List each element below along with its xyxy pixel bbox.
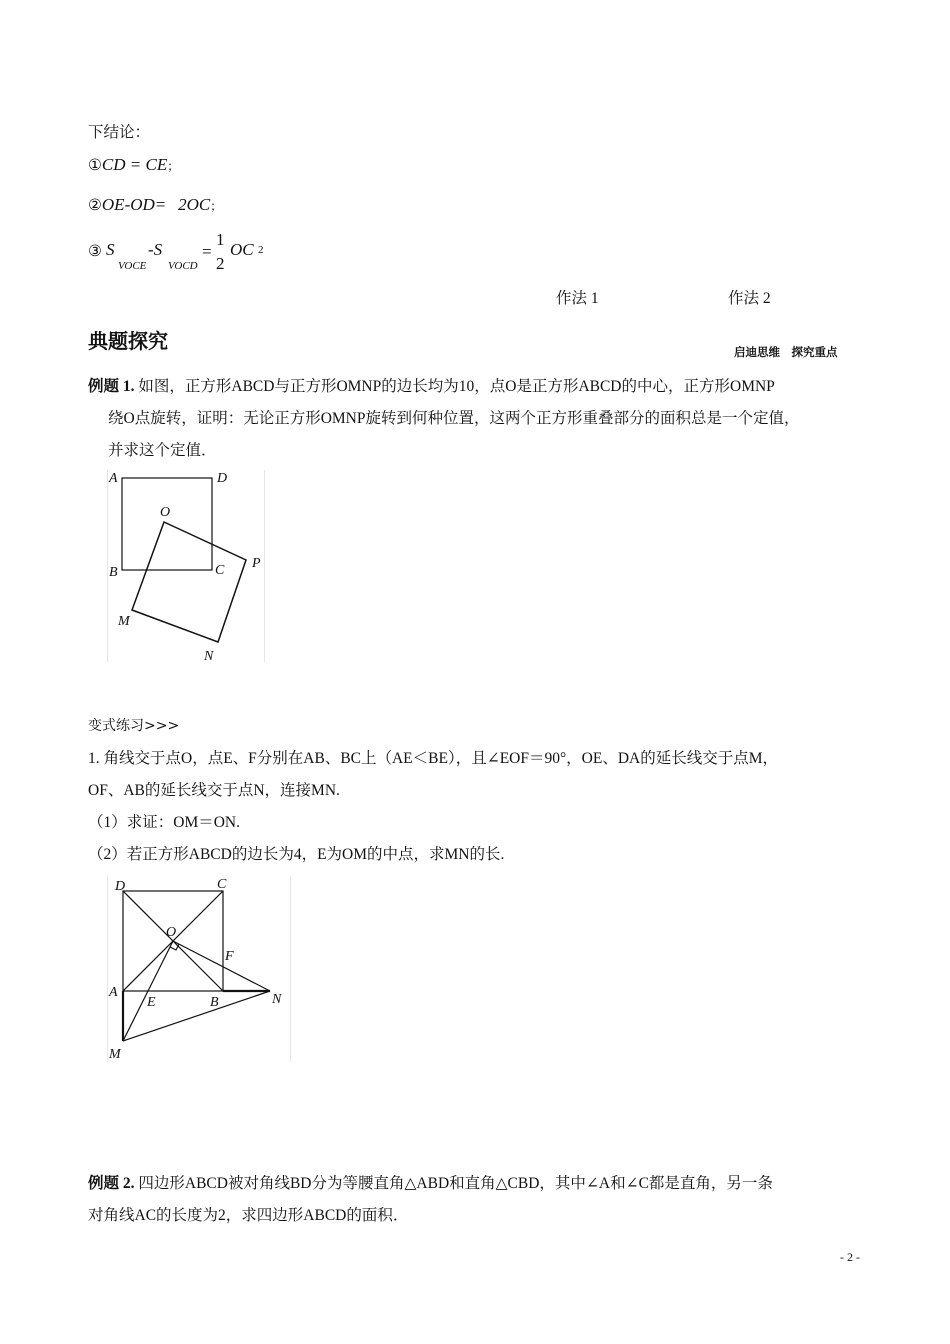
conclusion-3-denominator: 2: [216, 254, 225, 273]
conclusion-3-mark: ③: [88, 243, 102, 260]
example2-label: 例题 2.: [88, 1175, 135, 1192]
example2-line2: 对角线AC的长度为2，求四边形ABCD的面积．: [88, 1207, 409, 1224]
conclusion-3-sub1: VOCE: [118, 260, 147, 272]
conclusion-3-sub2: VOCD: [168, 260, 198, 272]
example1-line3: 并求这个定值．: [108, 442, 217, 459]
conclusion-3-s1: S: [106, 240, 115, 259]
conclusion-2-rhs: 2OC: [178, 195, 211, 214]
label-f: F: [225, 949, 234, 964]
label-d: D: [217, 471, 228, 486]
conclusion-2-formula: OE-OD=: [101, 195, 167, 214]
label-d-2: D: [115, 879, 126, 894]
conclusion-2-tail: ；: [210, 199, 223, 213]
line-on: [173, 941, 270, 991]
example1-line2: 绕O点旋转，证明：无论正方形OMNP旋转到何种位置，这两个正方形重叠部分的面积总是一个定值，: [108, 410, 800, 427]
example1-figure: [107, 470, 267, 665]
label-p: P: [252, 556, 261, 571]
conclusion-3-minus-s: -S: [148, 240, 163, 259]
label-n: N: [204, 649, 214, 664]
variant-figure-svg: [107, 876, 293, 1064]
conclusion-1-tail: ；: [167, 159, 180, 173]
label-e: E: [147, 995, 156, 1010]
conclusion-3-oc: OC: [230, 240, 254, 259]
conclusion-2-mark: ②: [88, 197, 102, 214]
conclusion-1-mark: ①: [88, 157, 102, 174]
label-c-2: C: [217, 877, 227, 892]
conclusion-2: [88, 195, 222, 216]
variant-p1-line1: 1. 角线交于点O，点E、F分别在AB、BC上（AE＜BE），且∠EOF＝90°，OE、DA的延长线交于点M，: [88, 750, 779, 767]
label-a: A: [109, 471, 118, 486]
method-1-label: 作法 1: [556, 290, 599, 307]
conclusion-intro: 下结论：: [88, 124, 151, 141]
conclusion-3-numerator: 1: [216, 230, 225, 249]
label-o-2: O: [166, 925, 177, 940]
line-mn: [123, 991, 270, 1041]
example1-label: 例题 1.: [88, 378, 135, 395]
label-m-2: M: [109, 1047, 121, 1062]
variant-p1-line2: OF、AB的延长线交于点N，连接MN.: [88, 782, 340, 799]
label-o: O: [160, 505, 171, 520]
variant-q2: （2）若正方形ABCD的边长为4，E为OM的中点，求MN的长.: [88, 846, 505, 863]
section-tag: 启迪思维 探究重点: [734, 345, 838, 359]
example2-text-1: 四边形ABCD被对角线BD分为等腰直角△ABD和直角△CBD，其中∠A和∠C都是直角，另一条: [138, 1175, 773, 1192]
variant-figure: [107, 876, 293, 1064]
label-c: C: [215, 563, 225, 578]
conclusion-3-eq: =: [202, 242, 212, 261]
section-title: 典题探究: [88, 329, 168, 353]
label-b: B: [109, 565, 118, 580]
label-b-2: B: [210, 995, 219, 1010]
label-a-2: A: [109, 985, 118, 1000]
label-m: M: [118, 614, 130, 629]
conclusion-1: [88, 155, 179, 176]
square-omnp: [132, 522, 246, 642]
conclusion-3: [88, 230, 288, 280]
conclusion-3-exponent: 2: [258, 244, 264, 256]
variant-q1: （1）求证：OM＝ON.: [88, 814, 240, 831]
example1-line1: [88, 377, 775, 397]
variant-heading: 变式练习>>>: [88, 718, 180, 734]
label-n-2: N: [272, 992, 282, 1007]
example1-figure-svg: [107, 470, 267, 665]
method-2-label: 作法 2: [728, 290, 771, 307]
example2-line1: [88, 1174, 773, 1194]
example1-text-1: 如图，正方形ABCD与正方形OMNP的边长均为10，点O是正方形ABCD的中心，正方形OMNP: [138, 378, 775, 395]
conclusion-1-formula: CD = CE: [101, 155, 168, 174]
page-number: - 2 -: [840, 1250, 860, 1264]
